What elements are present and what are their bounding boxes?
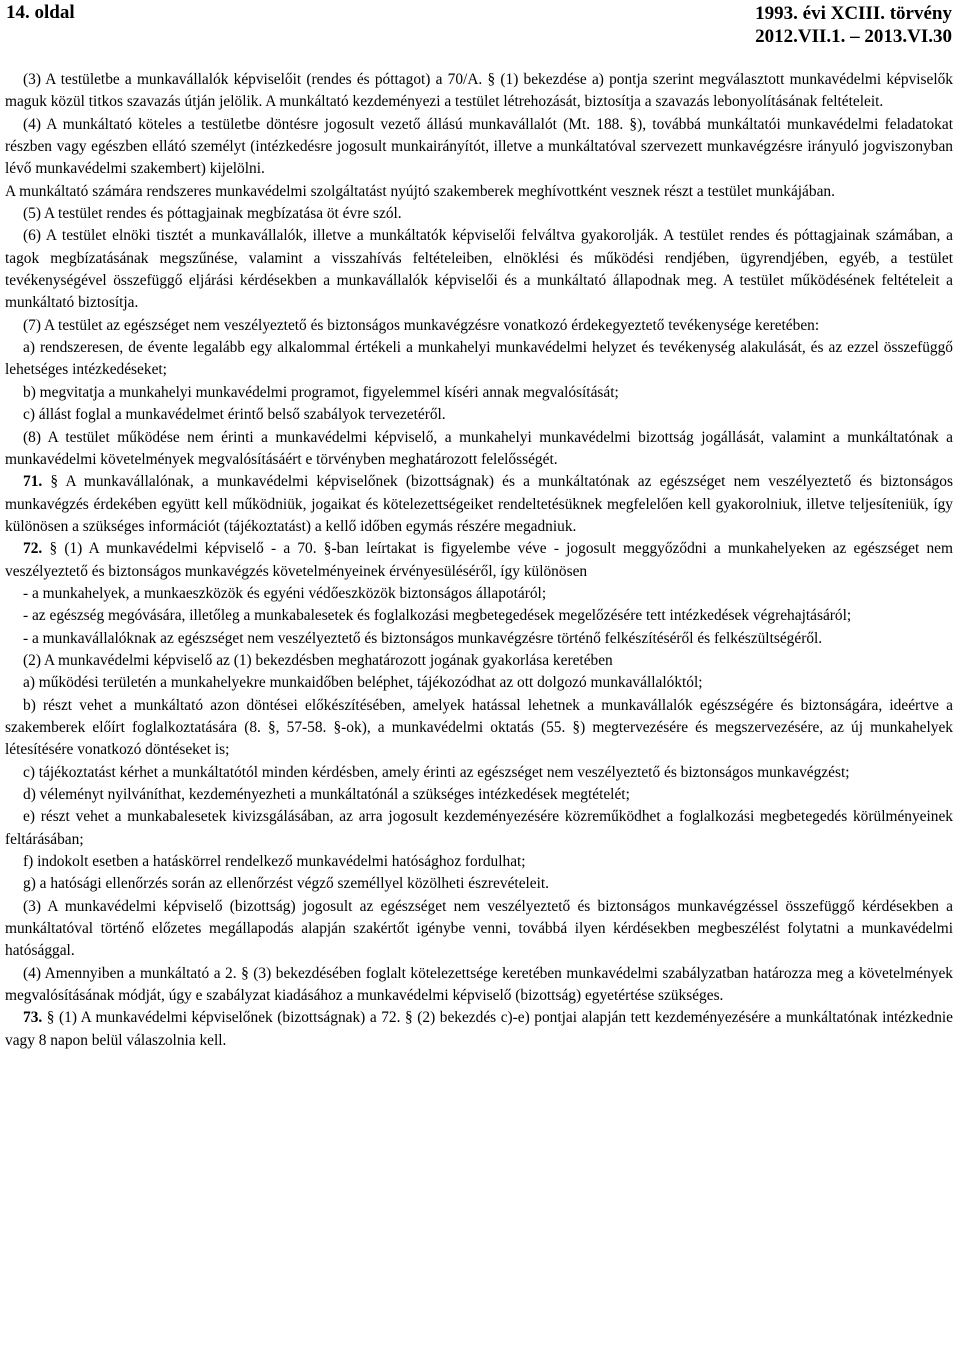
paragraph-text: (2) A munkavédelmi képviselő az (1) bekezdésben meghatározott jogának gyakorlása keretében	[23, 651, 613, 669]
paragraph-text: (4) Amennyiben a munkáltató a 2. § (3) bekezdésében foglalt kötelezettsége keretében munkavédelmi szabályzatban határozza meg a követelmények megvalósításának módját, úgy e szabályzat kiadásához a munkavédelmi képviselő (bizottság) egyetértése szükséges.	[5, 964, 953, 1005]
paragraph	[5, 873, 953, 895]
paragraph	[5, 650, 953, 672]
paragraph-text: g) a hatósági ellenőrzés során az ellenőrzést végző személlyel közölheti észrevételeit.	[23, 875, 550, 893]
paragraph	[5, 315, 953, 337]
law-title: 1993. évi XCIII. törvény	[755, 3, 952, 24]
paragraph	[5, 851, 953, 873]
paragraph	[5, 69, 953, 114]
paragraph-text: § A munkavállalónak, a munkavédelmi képviselőnek (bizottságnak) és a munkáltatónak az egészséget nem veszélyeztető és biztonságos munkavégzés érdekében együtt kell működniük, jogaikat és kötelezettségeiket rendeltetésüknek megfelelően kell gyakorolniuk, illetve teljesíteniük, így különösen a szükséges információt (tájékoztatást) a kellő időben egymás részére megadniuk.	[5, 473, 953, 535]
paragraph	[5, 963, 953, 1008]
paragraph-text: b) részt vehet a munkáltató azon döntései előkészítésében, amelyek hatással lehetnek a munkavállalók egészségére és biztonságára, ideértve a szakemberek előírt foglalkoztatására (8. §, 57-58. §-ok), a munkavédelmi oktatás (55. §) megtervezésére és megszervezésére, az új munkahelyek létesítésére vonatkozó döntéseket is;	[5, 696, 953, 759]
paragraph	[5, 784, 953, 806]
paragraph-text: - a munkavállalóknak az egészséget nem veszélyeztető és biztonságos munkavégzésre történő felkészítéséről és felkészültségéről.	[23, 629, 823, 647]
paragraph-text: (6) A testület elnöki tisztét a munkavállalók, illetve a munkáltatók képviselői felváltva gyakorolják. A testület rendes és póttagjainak számában, a tagok megbízatásának megszűnése, valamint a visszahívás feltételeiben, elnöklési és működési rendjében, ügyrendjében, egyéb, a testület tevékenységével összefüggő eljárási kérdésekben a munkavállalók képviselői és a munkáltató állapodnak meg. A testület működésének feltételeit a munkáltató biztosítja.	[5, 227, 953, 312]
section-number: 72.	[23, 540, 43, 558]
paragraph	[5, 225, 953, 314]
paragraph	[5, 181, 953, 203]
paragraph	[5, 382, 953, 404]
paragraph-text: § (1) A munkavédelmi képviselőnek (bizottságnak) a 72. § (2) bekezdés c)-e) pontjai alapján tett kezdeményezésére a munkáltatónak intézkednie vagy 8 napon belül válaszolnia kell.	[5, 1009, 953, 1049]
paragraph	[5, 404, 953, 426]
paragraph	[5, 628, 953, 650]
paragraph-text: b) megvitatja a munkahelyi munkavédelmi programot, figyelemmel kíséri annak megvalósítását;	[23, 383, 619, 401]
paragraph	[5, 538, 953, 583]
paragraph-text: f) indokolt esetben a hatáskörrel rendelkező munkavédelmi hatósághoz fordulhat;	[23, 853, 526, 871]
paragraph	[5, 471, 953, 538]
paragraph	[5, 672, 953, 694]
paragraph-text: - a munkahelyek, a munkaeszközök és egyéni védőeszközök biztonságos állapotáról;	[23, 584, 547, 602]
paragraph-text: (3) A testületbe a munkavállalók képviselőit (rendes és póttagot) a 70/A. § (1) bekezdése a) pontja szerint megválasztott munkavédelmi képviselők maguk közül titkos szavazás útján jelölik. A munkáltató kezdeményezi a testület létrehozását, biztosítja a szavazás lebonyolításának feltételeit.	[5, 71, 953, 111]
paragraph	[5, 1007, 953, 1052]
paragraph-text: (5) A testület rendes és póttagjainak megbízatása öt évre szól.	[23, 205, 402, 223]
document-body	[5, 69, 953, 1052]
paragraph	[5, 695, 953, 762]
law-reference	[755, 2, 952, 48]
section-number: 73.	[23, 1009, 43, 1027]
paragraph	[5, 806, 953, 851]
paragraph-text: a) működési területén a munkahelyekre munkaidőben beléphet, tájékozódhat az ott dolgozó munkavállalóktól;	[23, 674, 703, 692]
paragraph-text: a) rendszeresen, de évente legalább egy alkalommal értékeli a munkahelyi munkavédelmi helyzet és tevékenység alakulását, és az ezzel összefüggő lehetséges intézkedéseket;	[5, 339, 953, 379]
paragraph-text: c) állást foglal a munkavédelmet érintő belső szabályok tervezetéről.	[23, 406, 446, 424]
paragraph-text: A munkáltató számára rendszeres munkavédelmi szolgáltatást nyújtó szakemberek meghívottként vesznek részt a testület munkájában.	[5, 182, 835, 200]
paragraph-text: e) részt vehet a munkabalesetek kivizsgálásában, az arra jogosult kezdeményezésére közreműködhet a foglalkozási megbetegedés körülményeinek feltárásában;	[5, 808, 953, 848]
paragraph	[5, 203, 953, 225]
page-header	[6, 0, 952, 48]
paragraph-text: § (1) A munkavédelmi képviselő - a 70. §-ban leírtakat is figyelembe véve - jogosult meggyőződni a munkahelyeken az egészséget nem veszélyeztető és biztonságos munkavégzés követelményeinek érvényesüléséről, így különösen	[5, 540, 953, 580]
paragraph-text: (3) A munkavédelmi képviselő (bizottság) jogosult az egészséget nem veszélyeztető és biztonságos munkavégzéssel összefüggő kérdésekben a munkáltatóval történő előzetes megállapodás alapján szakértőt igénybe venni, továbbá ilyen kérdésekben megbeszélést folytatni a munkavédelmi hatósággal.	[5, 897, 953, 960]
paragraph	[5, 337, 953, 382]
paragraph	[5, 114, 953, 181]
paragraph	[5, 762, 953, 784]
page-number-label: 14. oldal	[6, 2, 75, 23]
section-number: 71.	[23, 473, 43, 491]
paragraph-text: - az egészség megóvására, illetőleg a munkabalesetek és foglalkozási megbetegedések megelőzésére tett intézkedések végrehajtásáról;	[23, 607, 852, 625]
paragraph	[5, 427, 953, 472]
paragraph-text: d) véleményt nyilváníthat, kezdeményezheti a munkáltatónál a szükséges intézkedések megtételét;	[23, 786, 630, 803]
paragraph-text: (8) A testület működése nem érinti a munkavédelmi képviselő, a munkahelyi munkavédelmi bizottság jogállását, valamint a munkáltatónak a munkavédelmi követelmények megvalósításáért e törvényben meghatározott felelősségét.	[5, 428, 953, 468]
validity-period: 2012.VII.1. – 2013.VI.30	[755, 26, 952, 47]
paragraph-text: c) tájékoztatást kérhet a munkáltatótól minden kérdésben, amely érinti az egészséget nem veszélyeztető és biztonságos munkavégzést;	[23, 763, 850, 781]
paragraph	[5, 605, 953, 627]
paragraph-text: (4) A munkáltató köteles a testületbe döntésre jogosult vezető állású munkavállalót (Mt. 188. §), továbbá munkáltatói munkavédelmi feladatokat részben vagy egészben ellátó személyt (intézkedésre jogosult munkairányítót, illetve a munkáltatóval szervezett munkavégzésre irányuló jogviszonyban lévő munkavédelmi szakembert) kijelölni.	[5, 115, 953, 178]
paragraph	[5, 896, 953, 963]
paragraph	[5, 583, 953, 605]
paragraph-text: (7) A testület az egészséget nem veszélyeztető és biztonságos munkavégzésre vonatkozó érdekegyeztető tevékenysége keretében:	[23, 316, 820, 334]
